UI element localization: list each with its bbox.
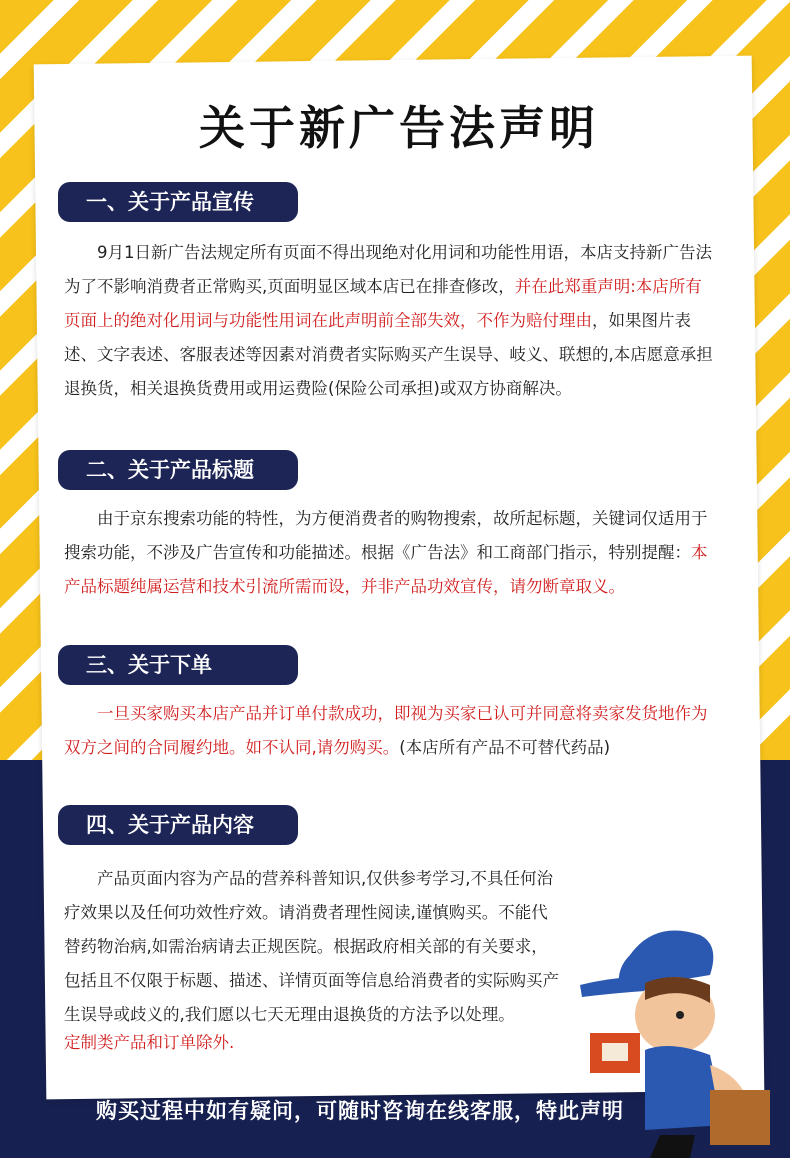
section-body-order	[64, 697, 714, 765]
section-heading-promotion: 一、关于产品宣传	[58, 182, 298, 222]
highlight-text: 并在此郑重声明:本店所有页面上的绝对化用词与功能性用词在此声明前全部失效，不作为赔付理由	[64, 277, 702, 330]
body-text: 9月1日新广告法规定所有页面不得出现绝对化用词和功能性用语，本店支持新广告法为了不影响消费者正常购买,页面明显区域本店已在排查修改，	[64, 243, 712, 296]
section-body-content	[64, 862, 564, 1032]
highlight-text: 本产品标题纯属运营和技术引流所需而设，并非产品功效宣传，请勿断章取义。	[64, 543, 708, 596]
page-title: 关于新广告法声明	[199, 101, 599, 155]
highlight-text: 一旦买家购买本店产品并订单付款成功，即视为买家已认可并同意将卖家发货地作为双方之间的合同履约地。如不认同,请勿购买。	[64, 704, 708, 757]
section-heading-order: 三、关于下单	[58, 645, 298, 685]
footer-statement: 购买过程中如有疑问，可随时咨询在线客服，特此声明	[96, 1099, 624, 1123]
section-note-content: 定制类产品和订单除外.	[64, 1033, 235, 1052]
body-text: 由于京东搜索功能的特性，为方便消费者的购物搜索，故所起标题，关键词仅适用于搜索功能，不涉及广告宣传和功能描述。根据《广告法》和工商部门指示，特别提醒：	[64, 509, 708, 562]
body-text: 产品页面内容为产品的营养科普知识,仅供参考学习,不具任何治疗效果以及任何功效性疗效。请消费者理性阅读,谨慎购买。不能代替药物治病,如需治病请去正规医院。根据政府相关部的有关要求，包括且不仅限于标题、描述、详情页面等信息给消费者的实际购买产生误导或歧义的,我们愿以七天无理由退换货的方法予以处理。	[64, 869, 559, 1024]
body-text: ，如果图片表述、文字表述、客服表述等因素对消费者实际购买产生误导、岐义、联想的,本店愿意承担退换货，相关退换货费用或用运费险(保险公司承担)或双方协商解决。	[64, 311, 713, 398]
section-heading-title: 二、关于产品标题	[58, 450, 298, 490]
section-body-promotion	[64, 236, 714, 406]
body-text: (本店所有产品不可替代药品)	[399, 738, 611, 757]
section-heading-content: 四、关于产品内容	[58, 805, 298, 845]
section-body-title	[64, 502, 714, 604]
